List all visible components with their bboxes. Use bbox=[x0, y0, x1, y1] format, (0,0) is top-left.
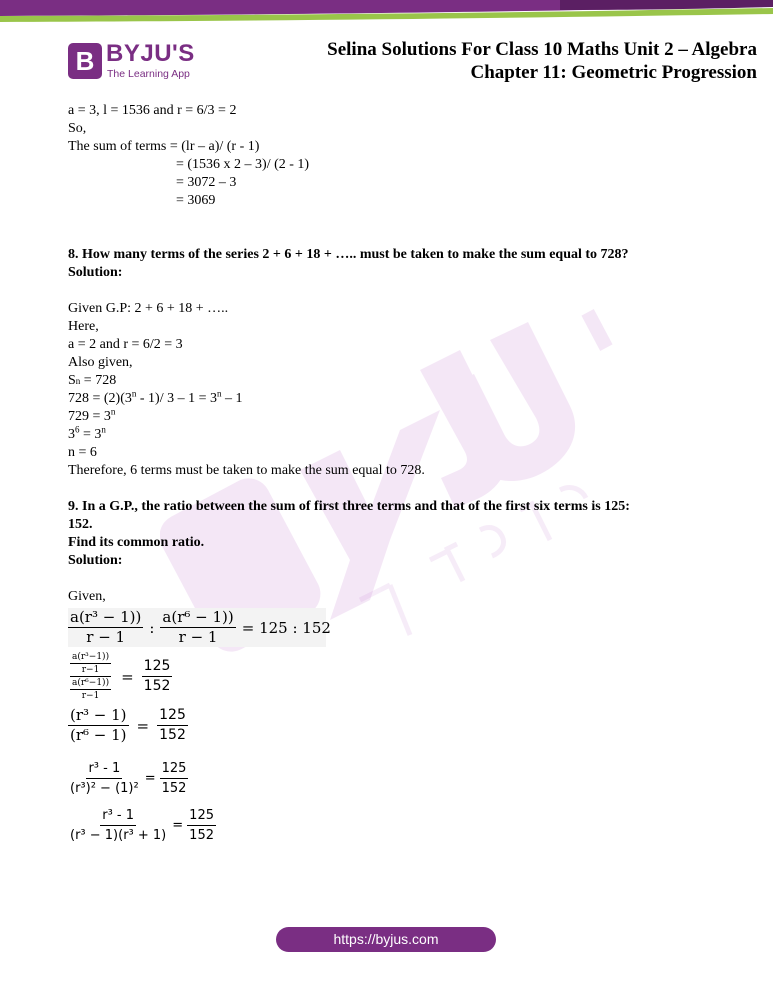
question-8: 8. How many terms of the series 2 + 6 + 18 + ….. must be taken to make the sum equal to 728? bbox=[68, 247, 629, 262]
header-title-line1: Selina Solutions For Class 10 Maths Unit 2 – Algebra bbox=[327, 39, 757, 60]
prev-solution-line: a = 3, l = 1536 and r = 6/3 = 2 bbox=[68, 103, 237, 118]
prev-solution-line: = (1536 x 2 – 3)/ (2 - 1) bbox=[176, 157, 310, 172]
top-decorative-band bbox=[0, 0, 773, 24]
header-title-line2: Chapter 11: Geometric Progression bbox=[470, 62, 757, 83]
equation-simplified: $\frac{\text{(r³ − 1)}}{\text{(r⁶ − 1)}}$ = $\frac{125}{152}$ bbox=[70, 706, 186, 744]
solution-line: $3^6 = 3^n$ bbox=[68, 424, 106, 442]
equation-compound-fraction: $\frac{\frac{\text{a(r³−1))}}{r-1}}{\frac{\text{a(r⁶−1))}}{r-1}}$ = $\frac{125}{152}$ bbox=[72, 652, 171, 701]
solution-line: n = 6 bbox=[68, 445, 97, 460]
footer-url-link[interactable]: https://byjus.com bbox=[276, 927, 496, 952]
logo-tagline: The Learning App bbox=[107, 68, 190, 80]
solution-line: $728 = (2)(3^n - 1)/$ $3 - 1 = 3^n - 1$ bbox=[68, 388, 243, 406]
solution-line: Also given, bbox=[68, 355, 133, 370]
solution-label: Solution: bbox=[68, 265, 123, 280]
question-9-cont: Find its common ratio. bbox=[68, 535, 205, 550]
solution-conclusion: Therefore, 6 terms must be taken to make the sum equal to 728. bbox=[68, 463, 425, 478]
logo-wordmark: BYJU'S bbox=[106, 40, 195, 67]
prev-solution-line: The sum of terms = (lr – a)/ (r - 1) bbox=[68, 139, 260, 154]
solution-label: Solution: bbox=[68, 553, 123, 568]
solution-line: Sn = 728 bbox=[68, 373, 117, 388]
prev-solution-line: = 3069 bbox=[176, 193, 216, 208]
solution-line: Given, bbox=[68, 589, 106, 604]
solution-line: Here, bbox=[68, 319, 99, 334]
document-body bbox=[68, 102, 718, 845]
byjus-logo bbox=[68, 40, 206, 83]
page-header-title bbox=[327, 38, 757, 84]
equation-ratio-given: $\frac{\text{a(r³ − 1))}}{r - 1}$ : $\frac{\text{a(r⁶ − 1))}}{r - 1}$ = 125 : 152 bbox=[70, 608, 331, 646]
equation-factored: $\frac{\text{r³ - 1}}{\text{(r³ − 1)(r³ + 1)}}$ = $\frac{125}{152}$ bbox=[70, 808, 214, 843]
equation-difference-of-squares: $\frac{\text{r³ - 1}}{\text{(r³)² − (1)²}}$ = $\frac{125}{152}$ bbox=[70, 761, 187, 796]
logo-badge: B bbox=[68, 43, 102, 79]
question-9-cont: 152. bbox=[68, 517, 93, 532]
solution-line: $729 = 3^n$ bbox=[68, 406, 116, 424]
prev-solution-line: = 3072 – 3 bbox=[176, 175, 237, 190]
solution-line: a = 2 and r = 6/2 = 3 bbox=[68, 337, 183, 352]
prev-solution-line: So, bbox=[68, 121, 87, 136]
solution-line: Given G.P: 2 + 6 + 18 + ….. bbox=[68, 301, 229, 316]
question-9: 9. In a G.P., the ratio between the sum of first three terms and that of the first six terms is 125: bbox=[68, 499, 630, 514]
